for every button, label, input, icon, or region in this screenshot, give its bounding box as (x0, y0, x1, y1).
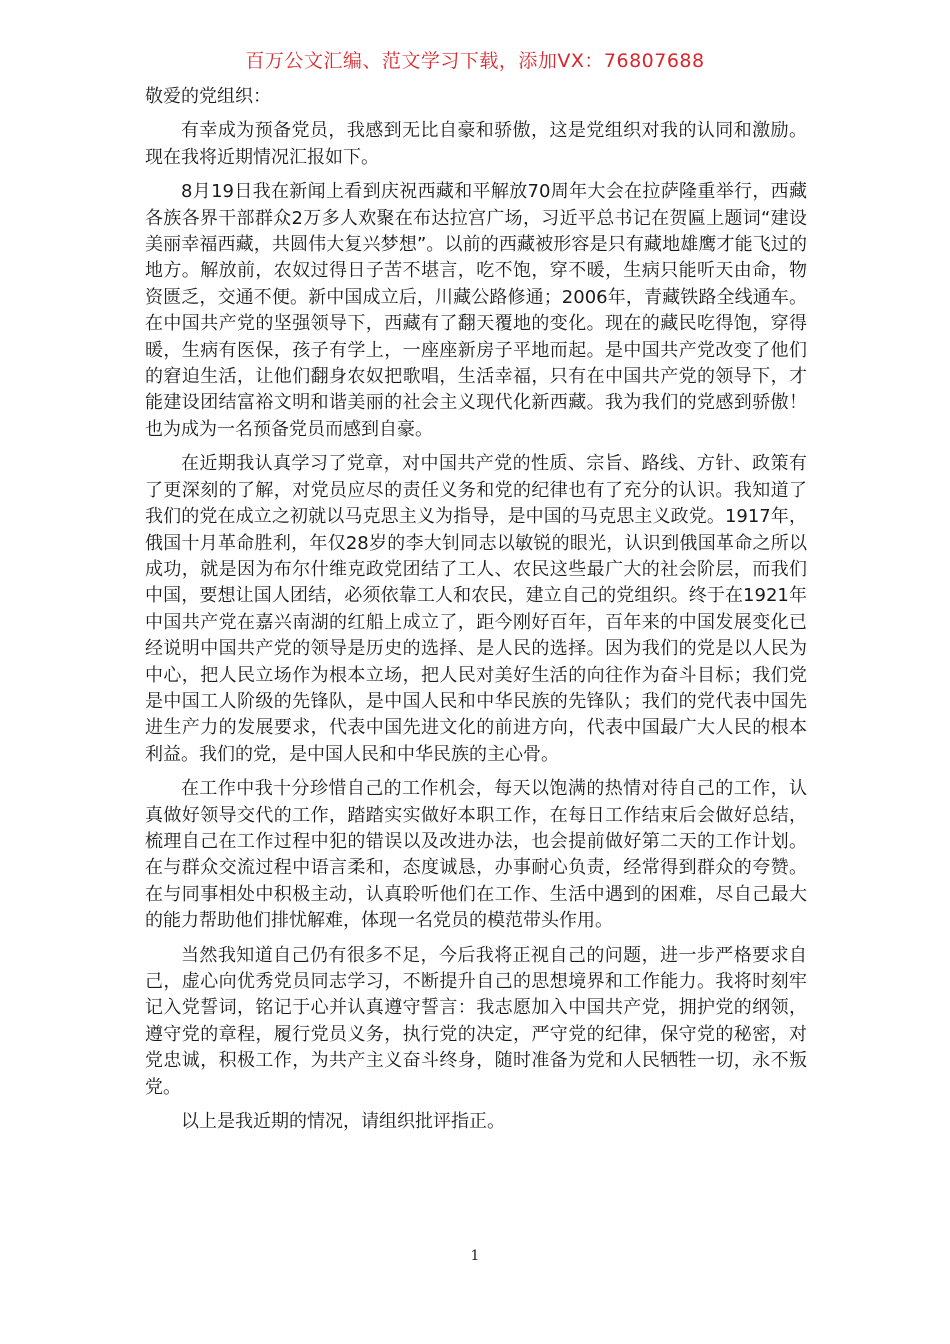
paragraph-intro: 有幸成为预备党员，我感到无比自豪和骄傲，这是党组织对我的认同和激励。现在我将近期情况汇报如下。 (145, 120, 807, 168)
document-body (145, 84, 807, 1143)
paragraph-closing: 以上是我近期的情况，请组织批评指正。 (181, 1111, 505, 1133)
paragraph-party-study: 在近期我认真学习了党章，对中国共产党的性质、宗旨、路线、方针、政策有了更深刻的了解，对党员应尽的责任义务和党的纪律也有了充分的认识。我知道了我们的党在成立之初就以马克思主义为指导，是中国的马克思主义政党。1917年，俄国十月革命胜利，年仅28岁的李大钊同志以敏锐的眼光，认识到俄国革命之所以成功，就是因为布尔什维克政党团结了工人、农民这些最广大的社会阶层，而我们中国，要想让国人团结，必须依靠工人和农民，建立自己的党组织。终于在1921年中国共产党在嘉兴南湖的红船上成立了，距今刚好百年，百年来的中国发展变化已经说明中国共产党的领导是历史的选择、是人民的选择。因为我们的党是以人民为中心，把人民立场作为根本立场，把人民对美好生活的向往作为奋斗目标；我们党是中国工人阶级的先锋队，是中国人民和中华民族的先锋队；我们的党代表中国先进生产力的发展要求，代表中国先进文化的前进方向，代表中国最广大人民的根本利益。我们的党，是中国人民和中华民族的主心骨。 (145, 453, 807, 765)
paragraph-work: 在工作中我十分珍惜自己的工作机会，每天以饱满的热情对待自己的工作，认真做好领导交代的工作，踏踏实实做好本职工作，在每日工作结束后会做好总结，梳理自己在工作过程中犯的错误以及改进办法，也会提前做好第二天的工作计划。在与群众交流过程中语言柔和，态度诚恳，办事耐心负责，经常得到群众的夸赞。在与同事相处中积极主动，认真聆听他们在工作、生活中遇到的困难，尽自己最大的能力帮助他们排忧解难，体现一名党员的模范带头作用。 (145, 778, 807, 932)
paragraph-tibet: 8月19日我在新闻上看到庆祝西藏和平解放70周年大会在拉萨隆重举行，西藏各族各界干部群众2万多人欢聚在布达拉宫广场，习近平总书记在贺匾上题词“建设美丽幸福西藏，共圆伟大复兴梦想”。以前的西藏被形容是只有藏地雄鹰才能飞过的地方。解放前，农奴过得日子苦不堪言，吃不饱，穿不暖，生病只能听天由命，物资匮乏，交通不便。新中国成立后，川藏公路修通；2006年，青藏铁路全线通车。在中国共产党的坚强领导下，西藏有了翻天覆地的变化。现在的藏民吃得饱，穿得暖，生病有医保，孩子有学上，一座座新房子平地而起。是中国共产党改变了他们的窘迫生活，让他们翻身农奴把歌唱，生活幸福，只有在中国共产党的领导下，才能建设团结富裕文明和谐美丽的社会主义现代化新西藏。我为我们的党感到骄傲！也为成为一名预备党员而感到自豪。 (145, 181, 807, 440)
page-number: 1 (470, 1248, 480, 1264)
salutation: 敬爱的党组织： (145, 86, 271, 107)
paragraph-shortcomings: 当然我知道自己仍有很多不足，今后我将正视自己的问题，进一步严格要求自己，虚心向优秀党员同志学习，不断提升自己的思想境界和工作能力。我将时刻牢记入党誓词，铭记于心并认真遵守誓言：我志愿加入中国共产党，拥护党的纲领，遵守党的章程，履行党员义务，执行党的决定，严守党的纪律，保守党的秘密，对党忠诚，积极工作，为共产主义奋斗终身，随时准备为党和人民牺牲一切，永不叛党。 (145, 944, 807, 1098)
header-banner: 百万公文汇编、范文学习下载，添加VX：76807688 (245, 50, 705, 72)
